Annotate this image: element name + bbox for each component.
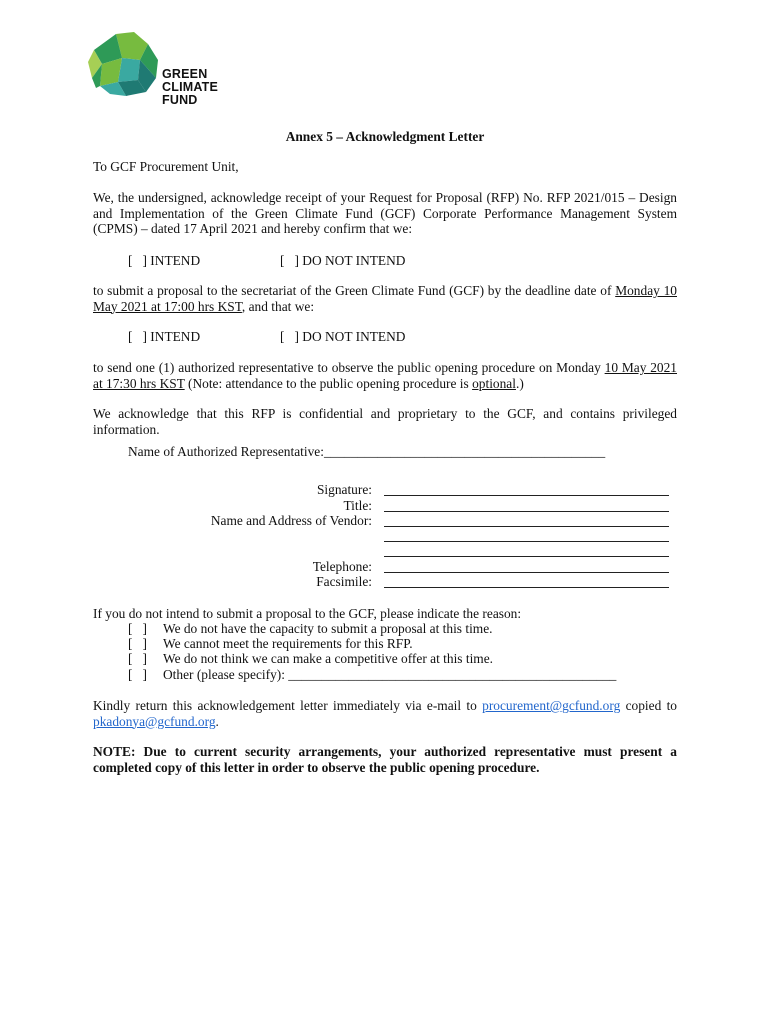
return-text-a: Kindly return this acknowledgement letter immediately via e-mail to [93, 698, 483, 713]
title-label: Title: [343, 498, 372, 513]
para3-text-a: to send one (1) authorized representative to observe the public opening procedure on Monday [93, 360, 605, 375]
pkadonya-email-link[interactable]: pkadonya@gcfund.org [93, 713, 216, 729]
optional-word: optional [472, 375, 516, 391]
telephone-field[interactable] [384, 572, 669, 573]
reason-checkbox[interactable]: [ ] [128, 667, 147, 682]
procurement-email-link[interactable]: procurement@gcfund.org [482, 698, 621, 713]
representative-name-field[interactable]: Name of Authorized Representative:__________________________________________ [128, 444, 606, 459]
para3-text-c: .) [515, 375, 524, 391]
vendor-field[interactable] [384, 526, 669, 527]
not-intend-checkbox-2[interactable]: [ ] DO NOT INTEND [280, 329, 406, 344]
not-intend-checkbox-1[interactable]: [ ] DO NOT INTEND [280, 253, 406, 268]
intend-checkbox-1[interactable]: [ ] INTEND [128, 253, 201, 268]
telephone-label: Telephone: [312, 559, 372, 574]
para2-text-a: to submit a proposal to the secretariat of the Green Climate Fund (GCF) by the deadline date of [93, 283, 616, 298]
reason-checkbox[interactable]: [ ] [128, 651, 147, 666]
logo-globe-icon [88, 32, 158, 96]
title-field[interactable] [384, 511, 669, 512]
reason-item: We do not have the capacity to submit a proposal at this time. [163, 621, 493, 636]
logo-line: CLIMATE [162, 80, 219, 94]
reason-checkbox[interactable]: [ ] [128, 636, 147, 651]
facsimile-field[interactable] [384, 587, 669, 588]
facsimile-label: Facsimile: [316, 574, 372, 589]
paragraph-acknowledgement [93, 190, 677, 237]
security-note: NOTE: Due to current security arrangements, your authorized representative must present a completed copy of this letter in order to observe the public opening procedure. [93, 744, 677, 775]
return-text-b: copied to [620, 698, 677, 713]
reason-item: We cannot meet the requirements for this RFP. [163, 636, 413, 651]
return-text-c: . [215, 713, 219, 729]
deadline-date: Monday 10 May 2021 at 17:00 hrs KST [93, 283, 677, 314]
para1-text-b: . RFP 2021/015 – Design and Implementation of the Green Climate Fund (GCF) Corporate Performance Management System (CPMS) – dated 17 April 2021 and hereby confirm that we: [93, 190, 677, 236]
para2-text-b: , and that we: [241, 298, 315, 314]
vendor-address-line-3[interactable] [384, 556, 669, 557]
signature-field[interactable] [384, 495, 669, 496]
para1-text-a: We, the undersigned, acknowledge receipt of your Request for Proposal (RFP) No [93, 190, 540, 205]
logo-line: FUND [162, 93, 198, 107]
paragraph-opening [93, 360, 677, 391]
intend-checkbox-2[interactable]: [ ] INTEND [128, 329, 201, 344]
opening-date: 10 May 2021 at 17:30 hrs KST [93, 360, 677, 391]
paragraph-submit [93, 283, 677, 314]
logo-wordmark [162, 68, 218, 107]
reason-other-field[interactable]: Other (please specify): _________________________________________________ [163, 667, 617, 682]
paragraph-confidential: We acknowledge that this RFP is confidential and proprietary to the GCF, and contains privileged information. [93, 406, 677, 437]
salutation: To GCF Procurement Unit, [93, 159, 239, 174]
page-title: Annex 5 – Acknowledgment Letter [285, 129, 485, 144]
return-instructions [93, 698, 677, 729]
logo-line: GREEN [162, 67, 208, 81]
reason-item: We do not think we can make a competitive offer at this time. [163, 651, 493, 666]
para3-text-b: (Note: attendance to the public opening procedure is [184, 375, 473, 391]
reason-checkbox[interactable]: [ ] [128, 621, 147, 636]
vendor-label: Name and Address of Vendor: [210, 513, 372, 528]
reasons-intro: If you do not intend to submit a proposal to the GCF, please indicate the reason: [93, 606, 522, 621]
vendor-address-line-2[interactable] [384, 541, 669, 542]
signature-label: Signature: [316, 482, 372, 497]
